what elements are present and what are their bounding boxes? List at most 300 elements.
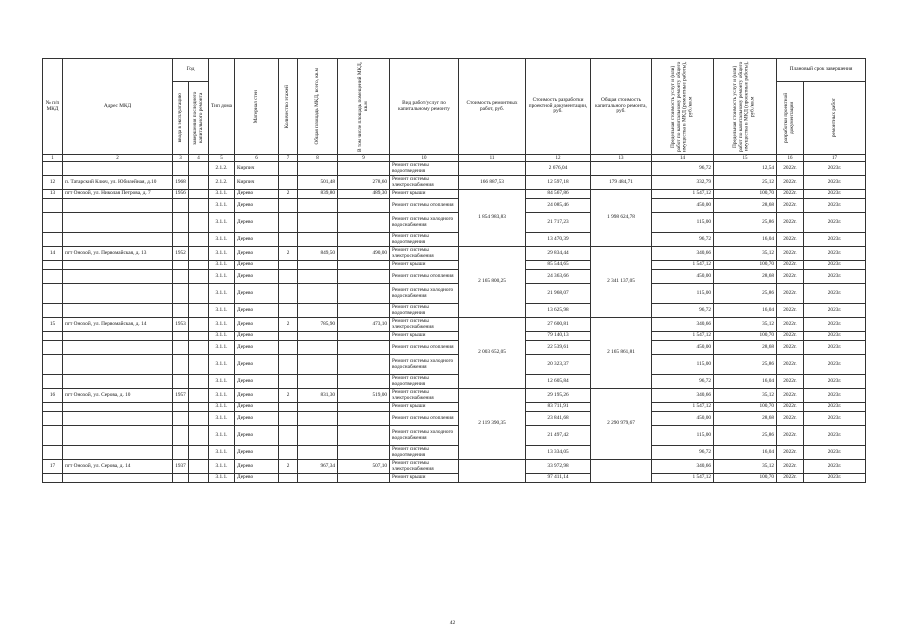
cell-floors [279,474,298,483]
cell-deadline-design: 2022г. [777,270,804,284]
cell-area: 785,90 [298,318,338,332]
header-deadline-repair-text: ремонтных работ [830,98,837,138]
cell-work: Ремонт системы электроснабжения [390,247,459,261]
header-floors [279,59,298,155]
cell-deadline-repair: 2023г. [804,318,866,332]
cell-year [173,284,189,304]
cell-deadline-repair: 2023г. [804,355,866,375]
cell-house-type: 3.1.1. [209,412,235,426]
cell-wall: Дерево [235,270,279,284]
cell-year-repair [189,426,209,446]
cell-deadline-design: 2022г. [777,284,804,304]
cell-house-type: 3.1.1. [209,213,235,233]
cell-year [173,403,189,412]
cell-address [63,233,173,247]
cell-work: Ремонт системы отопления [390,341,459,355]
cell-address [63,412,173,426]
cell-year [173,375,189,389]
header-area-total-text: Общая площадь МКД, всего, кв.м [313,68,320,145]
cell-wall: Дерево [235,403,279,412]
cell-year [173,474,189,483]
cell-deadline-design: 2022г. [777,176,804,190]
table-row [43,270,866,284]
cell-cost-design: 79 140,13 [526,332,591,341]
cell-premises: 490,00 [338,247,390,261]
cell-area [298,426,338,446]
cell-floors [279,426,298,446]
cell-address [63,213,173,233]
col-number: 12 [526,155,591,162]
table-row [43,318,866,332]
cell-premises [338,474,390,483]
cell-year [173,446,189,460]
cell-premises [338,446,390,460]
cell-year [173,270,189,284]
cell-wall: Кирпич [235,176,279,190]
cell-deadline-repair: 2023г. [804,332,866,341]
cell-address: пгт Онохой, ул. Николая Петрова, д. 7 [63,190,173,199]
cell-floors [279,341,298,355]
cell-deadline-repair: 2023г. [804,412,866,426]
col-number: 7 [279,155,298,162]
cell-area [298,403,338,412]
cell-year-repair [189,270,209,284]
cell-wall: Дерево [235,460,279,474]
header-cost-repair: Стоимость ремонтных работ, руб. [459,59,526,155]
cell-deadline-design: 2022г. [777,332,804,341]
cell-area [298,233,338,247]
table-row [43,332,866,341]
cell-cost-repair [459,162,526,176]
col-number: 15 [714,155,777,162]
cell-limit-repair: 96,72 [652,162,714,176]
cell-cost-design: 21 717,23 [526,213,591,233]
cell-wall: Дерево [235,355,279,375]
header-limit-repair [652,59,714,155]
cell-house-type: 3.1.1. [209,304,235,318]
cell-limit-design: 25,86 [714,213,777,233]
cell-deadline-repair: 2023г. [804,389,866,403]
cell-wall: Дерево [235,304,279,318]
cell-cost-total [591,460,652,483]
cell-num [43,341,63,355]
table-row [43,176,866,190]
cell-num [43,426,63,446]
cell-work: Ремонт крыши [390,403,459,412]
cell-limit-repair: 96,72 [652,375,714,389]
cell-limit-design: 28,68 [714,199,777,213]
cell-house-type: 3.1.1. [209,261,235,270]
cell-house-type: 3.1.1. [209,375,235,389]
cell-year: 1952 [173,247,189,261]
cell-premises [338,162,390,176]
header-area-total [298,59,338,155]
cell-limit-design: 25,86 [714,355,777,375]
cell-address [63,270,173,284]
cell-work: Ремонт системы водоотведения [390,375,459,389]
cell-deadline-design: 2022г. [777,403,804,412]
cell-year [173,304,189,318]
cell-cost-design: 29 834,44 [526,247,591,261]
cell-limit-design: 100,70 [714,261,777,270]
header-deadline-repair [804,82,866,155]
cell-limit-design: 35,12 [714,389,777,403]
cell-floors: 2 [279,247,298,261]
table-row [43,446,866,460]
cell-deadline-design: 2022г. [777,162,804,176]
cell-address [63,474,173,483]
cell-num [43,213,63,233]
header-year-repair [189,82,209,155]
cell-year-repair [189,318,209,332]
cell-work: Ремонт крыши [390,332,459,341]
cell-limit-repair: 332,79 [652,176,714,190]
cell-year-repair [189,304,209,318]
cell-premises [338,284,390,304]
table-row [43,474,866,483]
cell-year-repair [189,460,209,474]
cell-limit-design: 25,86 [714,284,777,304]
table-row [43,304,866,318]
cell-premises: 489,30 [338,190,390,199]
header-wall-text: Материал стен [252,89,259,124]
cell-year-repair [189,162,209,176]
cell-deadline-repair: 2023г. [804,247,866,261]
cell-floors [279,332,298,341]
cell-limit-design: 28,68 [714,270,777,284]
cell-year [173,355,189,375]
cell-area: 839,80 [298,190,338,199]
cell-premises [338,412,390,426]
document-sheet [42,58,865,483]
cell-wall: Дерево [235,474,279,483]
cell-area: 849,50 [298,247,338,261]
cell-deadline-design: 2022г. [777,190,804,199]
cell-num: 17 [43,460,63,474]
cell-floors [279,403,298,412]
cell-year: 1956 [173,190,189,199]
table-row [43,284,866,304]
cell-cost-design: 21 497,42 [526,426,591,446]
cell-premises [338,355,390,375]
cell-address: пгт Онохой, ул. Первомайская, д. 13 [63,247,173,261]
cell-cost-total: 179 484,71 [591,176,652,190]
cell-year-repair [189,389,209,403]
cell-area [298,355,338,375]
cell-work: Ремонт крыши [390,261,459,270]
cell-year-repair [189,355,209,375]
cell-year [173,412,189,426]
cell-cost-design: 84 567,86 [526,190,591,199]
cell-limit-repair: 115,00 [652,213,714,233]
cell-work: Ремонт системы водоотведения [390,304,459,318]
cell-cost-design: 24 363,66 [526,270,591,284]
cell-premises [338,213,390,233]
header-house-type: Тип дома [209,59,235,155]
cell-house-type: 3.1.1. [209,318,235,332]
cell-deadline-design: 2022г. [777,474,804,483]
cell-year [173,341,189,355]
cell-address [63,261,173,270]
cell-limit-repair: 96,72 [652,304,714,318]
cell-address [63,355,173,375]
cell-deadline-repair: 2023г. [804,176,866,190]
cell-wall: Дерево [235,247,279,261]
cell-year-repair [189,190,209,199]
col-number: 1 [43,155,63,162]
cell-num: 16 [43,389,63,403]
cell-address: п. Татарский Ключ, ул. Юбилейная, д.10 [63,176,173,190]
cell-premises [338,233,390,247]
cell-premises [338,199,390,213]
cell-house-type: 2.1.2. [209,176,235,190]
cell-premises [338,304,390,318]
cell-address [63,162,173,176]
cell-limit-repair: 450,00 [652,270,714,284]
cell-floors [279,162,298,176]
cell-deadline-repair: 2023г. [804,233,866,247]
cell-year: 1937 [173,460,189,474]
cell-year-repair [189,284,209,304]
cell-house-type: 3.1.1. [209,247,235,261]
cell-deadline-design: 2022г. [777,261,804,270]
cell-work: Ремонт системы холодного водоснабжения [390,213,459,233]
cell-cost-total: 2 290 979,67 [591,389,652,460]
header-limit-design [714,59,777,155]
cell-house-type: 3.1.1. [209,284,235,304]
cell-floors [279,446,298,460]
cell-cost-design: 27 600,81 [526,318,591,332]
cell-cost-total: 1 998 624,78 [591,190,652,247]
cell-floors [279,233,298,247]
cell-num: 14 [43,247,63,261]
cell-cost-design: 23 841,68 [526,412,591,426]
cell-address: пгт Онохой, ул. Первомайская, д. 14 [63,318,173,332]
col-number: 5 [209,155,235,162]
table-row [43,261,866,270]
table-row [43,375,866,389]
cell-premises: 519,00 [338,389,390,403]
cell-deadline-repair: 2023г. [804,403,866,412]
cell-cost-repair [459,460,526,483]
cell-deadline-repair: 2023г. [804,304,866,318]
cell-num [43,270,63,284]
table-body [43,162,866,483]
cell-limit-design: 100,70 [714,403,777,412]
cell-limit-repair: 340,66 [652,389,714,403]
cell-wall: Дерево [235,389,279,403]
cell-deadline-repair: 2023г. [804,261,866,270]
cell-year-repair [189,199,209,213]
cell-limit-design: 28,68 [714,412,777,426]
cell-address [63,284,173,304]
cell-house-type: 3.1.1. [209,341,235,355]
header-address: Адрес МКД [63,59,173,155]
cell-cost-design: 2 676,04 [526,162,591,176]
cell-num [43,355,63,375]
cell-floors [279,375,298,389]
cell-house-type: 3.1.1. [209,460,235,474]
table-row [43,389,866,403]
cell-limit-design: 16,04 [714,446,777,460]
cell-floors [279,284,298,304]
cell-house-type: 3.1.1. [209,190,235,199]
cell-cost-repair: 1 854 983,83 [459,190,526,247]
header-num: № п/п МКД [43,59,63,155]
table-row [43,213,866,233]
col-number: 17 [804,155,866,162]
col-number: 14 [652,155,714,162]
cell-year-repair [189,247,209,261]
cell-house-type: 2.1.2. [209,162,235,176]
cell-cost-design: 24 085,46 [526,199,591,213]
cell-area [298,213,338,233]
cell-limit-repair: 115,00 [652,284,714,304]
cell-cost-design: 21 968,07 [526,284,591,304]
cell-cost-design: 12 597,18 [526,176,591,190]
cell-limit-design: 35,12 [714,247,777,261]
cell-limit-design: 16,04 [714,304,777,318]
header-deadline: Плановый срок завершения [777,59,866,82]
cell-house-type: 3.1.1. [209,332,235,341]
table-row [43,460,866,474]
cell-floors [279,213,298,233]
cell-limit-repair: 450,00 [652,341,714,355]
cell-deadline-repair: 2023г. [804,460,866,474]
cell-deadline-repair: 2023г. [804,341,866,355]
cell-floors: 2 [279,389,298,403]
cell-limit-design: 16,04 [714,375,777,389]
cell-work: Ремонт системы электроснабжения [390,318,459,332]
cell-wall: Дерево [235,426,279,446]
cell-floors: 2 [279,460,298,474]
header-year-repair-text: завершения последнего капитального ремонта [191,91,204,145]
cell-address [63,403,173,412]
cell-num [43,375,63,389]
header-work-kind: Вид работ/услуг по капитальному ремонту [390,59,459,155]
table-header [43,59,866,162]
cell-limit-design: 25,86 [714,426,777,446]
col-number: 3 [173,155,189,162]
cell-work: Ремонт системы отопления [390,270,459,284]
col-number: 11 [459,155,526,162]
cell-year: 1968 [173,176,189,190]
cell-wall: Дерево [235,199,279,213]
cell-limit-repair: 1 547,12 [652,332,714,341]
cell-cost-total [591,162,652,176]
header-area-premises-text: В том числе площадь помещений МКД, кв.м [356,61,369,152]
cell-deadline-design: 2022г. [777,426,804,446]
cell-work: Ремонт системы водоотведения [390,446,459,460]
cell-year [173,332,189,341]
header-area-premises [338,59,390,155]
cell-deadline-design: 2022г. [777,446,804,460]
cell-year-repair [189,176,209,190]
cell-area [298,304,338,318]
cell-premises: 507,10 [338,460,390,474]
cell-address [63,341,173,355]
col-number: 13 [591,155,652,162]
cell-deadline-design: 2022г. [777,375,804,389]
cell-year-repair [189,332,209,341]
cell-premises [338,426,390,446]
cell-limit-repair: 96,72 [652,446,714,460]
table-row [43,247,866,261]
cell-year-repair [189,375,209,389]
cell-year-repair [189,261,209,270]
cell-house-type: 3.1.1. [209,270,235,284]
cell-address [63,332,173,341]
cell-deadline-design: 2022г. [777,412,804,426]
cell-wall: Дерево [235,412,279,426]
cell-floors [279,261,298,270]
cell-deadline-repair: 2023г. [804,190,866,199]
cell-work: Ремонт системы водоотведения [390,162,459,176]
cell-cost-design: 12 605,84 [526,375,591,389]
cell-house-type: 3.1.1. [209,446,235,460]
cell-address [63,446,173,460]
cell-limit-design: 100,70 [714,332,777,341]
cell-house-type: 3.1.1. [209,355,235,375]
cell-work: Ремонт крыши [390,190,459,199]
header-wall [235,59,279,155]
cell-premises [338,332,390,341]
cell-wall: Кирпич [235,162,279,176]
cell-year [173,213,189,233]
cell-cost-repair: 2 003 652,05 [459,318,526,389]
cell-year-repair [189,213,209,233]
cell-wall: Дерево [235,190,279,199]
col-number: 2 [63,155,173,162]
cell-limit-design: 35,12 [714,318,777,332]
cell-year: 1953 [173,318,189,332]
column-number-row [43,155,866,162]
table-row [43,426,866,446]
cell-house-type: 3.1.1. [209,403,235,412]
cell-limit-repair: 340,66 [652,247,714,261]
cell-year [173,261,189,270]
cell-address [63,199,173,213]
header-cost-design: Стоимость разработки проектной документации, руб. [526,59,591,155]
cell-limit-repair: 115,00 [652,355,714,375]
cell-cost-design: 13 334,05 [526,446,591,460]
cell-area [298,341,338,355]
cell-house-type: 3.1.1. [209,426,235,446]
cell-limit-design: 12,54 [714,162,777,176]
cell-year-repair [189,233,209,247]
cell-limit-repair: 340,66 [652,460,714,474]
cell-cost-design: 20 323,37 [526,355,591,375]
cell-work: Ремонт системы отопления [390,199,459,213]
table-row [43,355,866,375]
header-cost-total: Общая стоимость капитального ремонта, руб. [591,59,652,155]
cell-num: 15 [43,318,63,332]
repair-program-table [42,58,866,483]
cell-wall: Дерево [235,446,279,460]
header-limit-design-text: Предельная стоимость услуг и (или) работ по капитальному ремонту общего имущества в МКД (проектные работы), руб./кв.м [732,61,756,152]
cell-deadline-repair: 2023г. [804,284,866,304]
cell-address [63,304,173,318]
cell-area [298,270,338,284]
cell-limit-design: 35,12 [714,460,777,474]
cell-floors [279,412,298,426]
cell-num [43,403,63,412]
cell-num [43,233,63,247]
cell-num [43,261,63,270]
cell-area [298,412,338,426]
cell-deadline-design: 2022г. [777,341,804,355]
cell-area [298,261,338,270]
